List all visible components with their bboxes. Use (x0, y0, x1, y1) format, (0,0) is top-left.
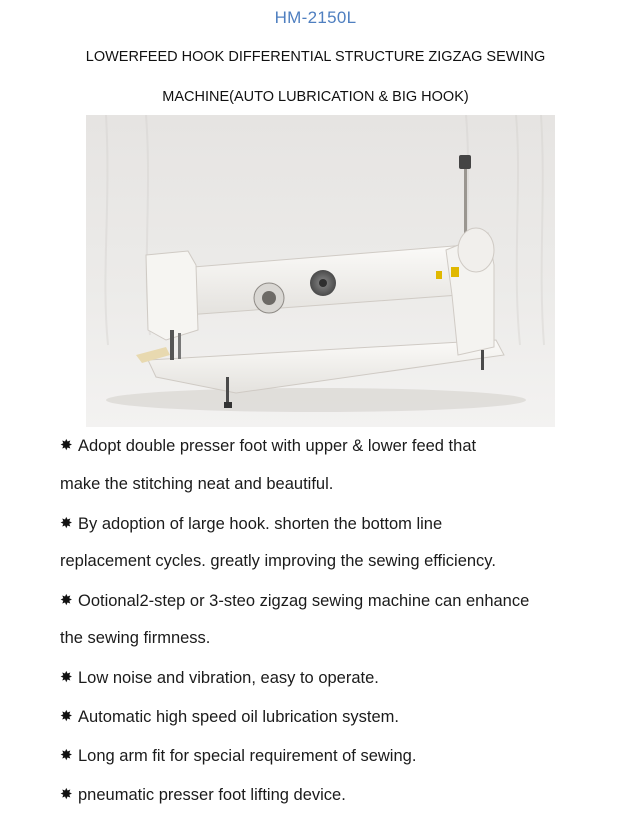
bullet-star-icon: ✸ (60, 437, 73, 454)
feature-2-line-1: ✸ By adoption of large hook. shorten the bottom line (60, 515, 443, 533)
bullet-star-icon: ✸ (60, 515, 73, 532)
thread-stand-icon (459, 155, 471, 169)
feature-6: ✸ Long arm fit for special requirement of sewing. (60, 747, 417, 765)
bullet-star-icon: ✸ (60, 592, 73, 609)
product-title-line-1: LOWERFEED HOOK DIFFERENTIAL STRUCTURE ZIGZAG SEWING (85, 49, 546, 65)
model-number: HM-2150L (274, 8, 357, 27)
bullet-star-icon: ✸ (60, 786, 73, 803)
sewing-machine-photo (86, 115, 555, 427)
feature-3-line-1: ✸ Ootional2-step or 3-steo zigzag sewing machine can enhance (60, 592, 530, 610)
feature-2-line-2: replacement cycles. greatly improving the sewing efficiency. (60, 552, 496, 570)
feature-4: ✸ Low noise and vibration, easy to operate. (60, 669, 379, 687)
bullet-star-icon: ✸ (60, 669, 73, 686)
feature-5: ✸ Automatic high speed oil lubrication system. (60, 708, 399, 726)
bullet-star-icon: ✸ (60, 747, 73, 764)
bullet-star-icon: ✸ (60, 708, 73, 725)
feature-7: ✸ pneumatic presser foot lifting device. (60, 786, 346, 804)
feature-1-line-1: ✸ Adopt double presser foot with upper & lower feed that (60, 437, 477, 455)
feature-3-line-2: the sewing firmness. (60, 629, 211, 647)
product-title-line-2: MACHINE(AUTO LUBRICATION & BIG HOOK) (162, 89, 469, 105)
machine-head (146, 251, 198, 340)
feature-1-line-2: make the stitching neat and beautiful. (60, 475, 334, 493)
